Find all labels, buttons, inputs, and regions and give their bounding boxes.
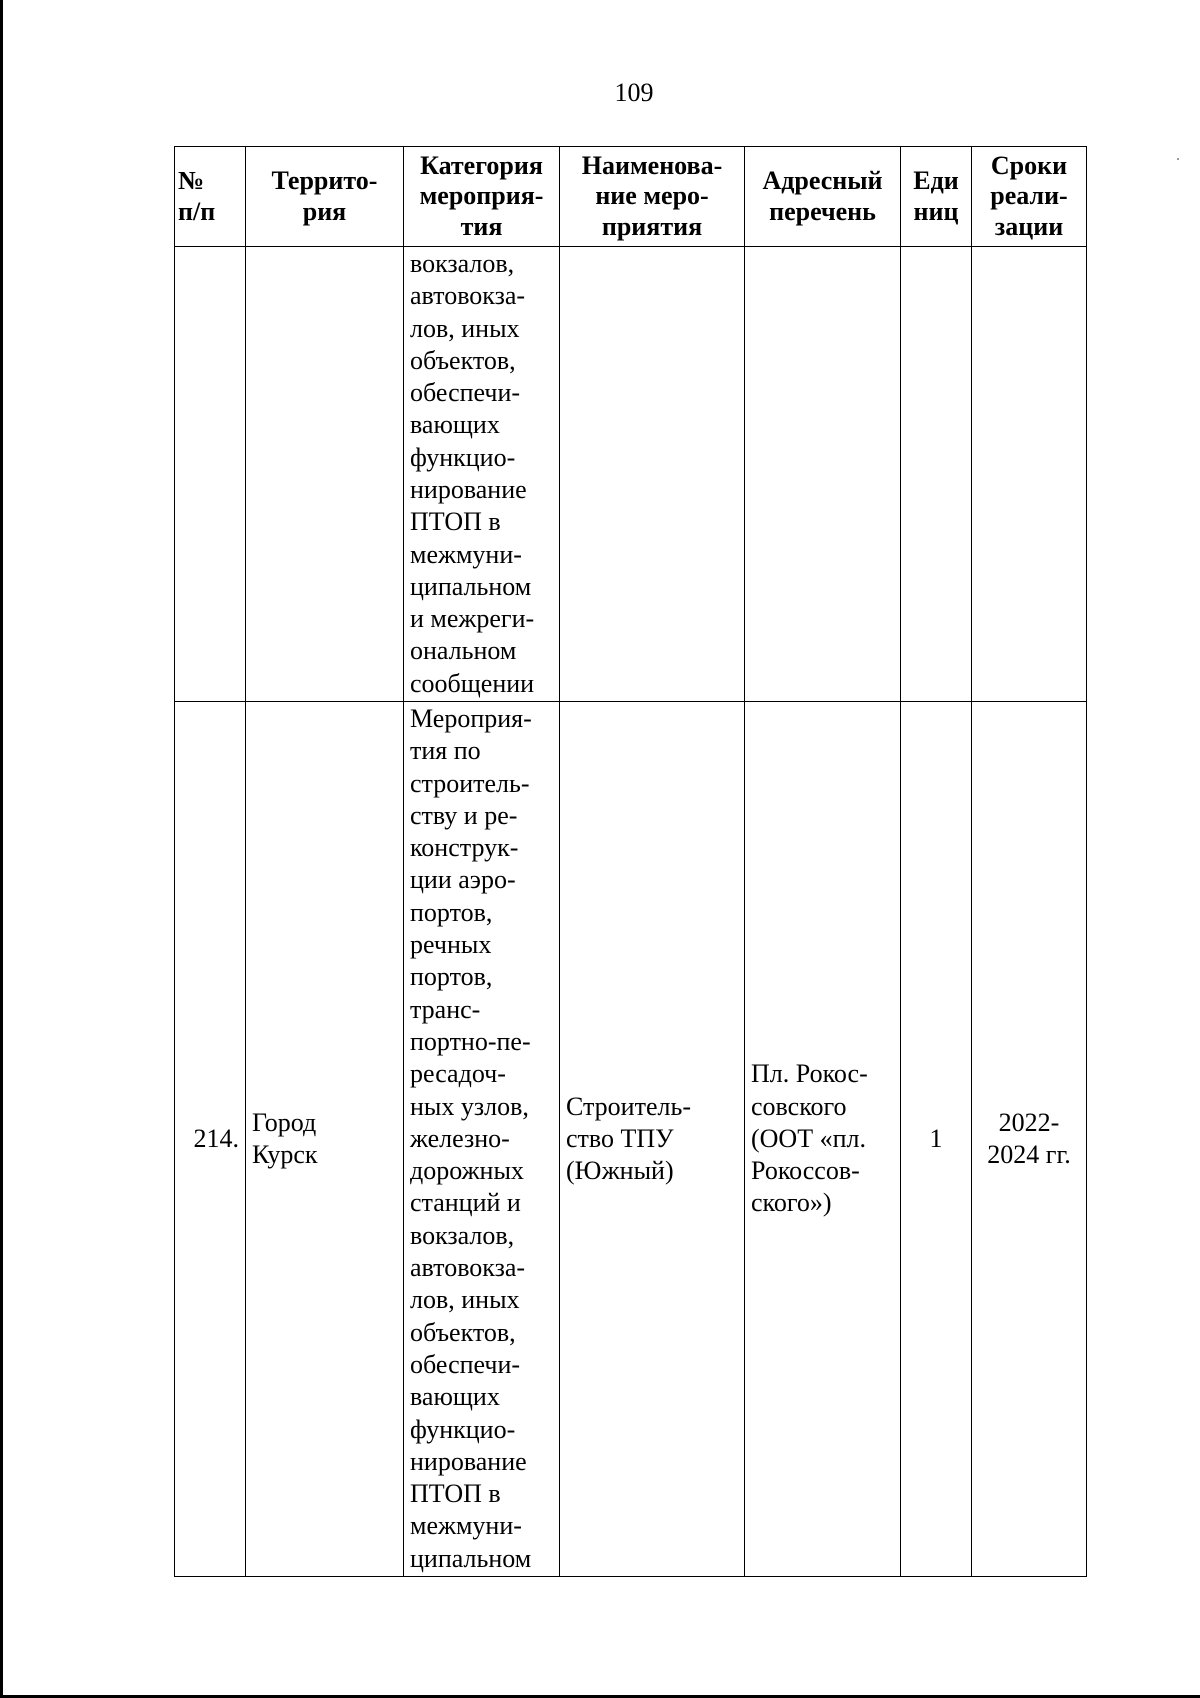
- text-line: дорожных: [410, 1156, 524, 1186]
- text-line: мероприя-: [419, 181, 544, 211]
- text-line: Сроки: [990, 150, 1068, 180]
- measures-table: [174, 146, 1087, 1577]
- text-line: Рокоссов-: [751, 1156, 860, 1186]
- text-line: Наименова-: [581, 150, 723, 180]
- text-line: конструк-: [410, 833, 519, 863]
- text-line: ству и ре-: [410, 800, 518, 830]
- text-line: ципальном: [410, 1543, 532, 1573]
- text-line: функцио-: [410, 442, 516, 472]
- text-line: ПТОП в: [410, 1479, 501, 1509]
- text-line: ние меро-: [595, 181, 709, 211]
- text-line: портов,: [410, 897, 493, 927]
- cell-name: [560, 702, 745, 1577]
- text-line: ных узлов,: [410, 1091, 529, 1121]
- text-line: железно-: [410, 1123, 510, 1153]
- cell-num: 214.: [175, 702, 246, 1577]
- text-line: ции аэро-: [410, 865, 516, 895]
- table-row-continuation: [175, 247, 1087, 702]
- text-line: транс-: [410, 994, 481, 1024]
- text-line: ство ТПУ: [566, 1123, 674, 1153]
- text-line: зации: [994, 211, 1064, 241]
- text-line: ПТОП в: [410, 507, 501, 537]
- text-line: лов, иных: [410, 313, 520, 343]
- page-number: 109: [614, 78, 654, 107]
- cell-units: 1: [901, 702, 972, 1577]
- cell-num: [175, 247, 246, 702]
- text-line: вающих: [410, 410, 500, 440]
- cell-category: [404, 247, 560, 702]
- text-line: автовокза-: [410, 1253, 526, 1283]
- cell-terms: [972, 247, 1087, 702]
- text-line: строитель-: [410, 768, 530, 798]
- text-line: нирование: [410, 1446, 527, 1476]
- header-territory: [246, 147, 404, 247]
- text-line: реали-: [990, 181, 1068, 211]
- text-line: (Южный): [566, 1156, 674, 1186]
- text-line: автовокза-: [410, 281, 526, 311]
- cell-terms: [972, 702, 1087, 1577]
- text-line: ональном: [410, 636, 517, 666]
- text-line: и межреги-: [410, 604, 535, 634]
- text-line: объектов,: [410, 345, 516, 375]
- text-line: ниц: [913, 196, 959, 226]
- table-row-214: [175, 702, 1087, 1577]
- text-line: тия по: [410, 736, 481, 766]
- scan-left-edge: [0, 0, 3, 1698]
- text-line: Террито-: [271, 166, 378, 195]
- text-line: Мероприя-: [410, 703, 532, 733]
- text-line: обеспечи-: [410, 378, 521, 408]
- header-units: [901, 147, 972, 247]
- cell-territory: [246, 247, 404, 702]
- header-terms: [972, 147, 1087, 247]
- cell-address: [745, 247, 901, 702]
- text-line: Город: [252, 1107, 317, 1137]
- cell-name: [560, 247, 745, 702]
- cell-address: [745, 702, 901, 1577]
- text-line: тия: [460, 211, 503, 241]
- text-line: вающих: [410, 1382, 500, 1412]
- text-line: 2024 гг.: [987, 1140, 1071, 1169]
- header-name: [560, 147, 745, 247]
- text-line: Курск: [252, 1140, 318, 1169]
- text-line: приятия: [601, 211, 703, 241]
- text-line: обеспечи-: [410, 1349, 521, 1379]
- text-line: межмуни-: [410, 539, 522, 569]
- text-line: Пл. Рокос-: [751, 1059, 868, 1089]
- cell-units: [901, 247, 972, 702]
- text-line: п/п: [178, 196, 216, 226]
- text-line: функцио-: [410, 1414, 516, 1444]
- text-line: объектов,: [410, 1317, 516, 1347]
- text-line: портов,: [410, 962, 493, 992]
- text-line: Категория: [420, 150, 543, 180]
- text-line: речных: [410, 930, 492, 960]
- text-line: портно-пе-: [410, 1026, 531, 1056]
- header-row: [175, 147, 1087, 247]
- text-line: лов, иных: [410, 1285, 520, 1315]
- text-line: вокзалов,: [410, 1220, 515, 1250]
- text-line: ципальном: [410, 571, 532, 601]
- text-line: рия: [302, 196, 347, 226]
- cell-territory: [246, 702, 404, 1577]
- scan-speck: [1177, 158, 1179, 160]
- text-line: (ООТ «пл.: [751, 1123, 866, 1153]
- header-address: [745, 147, 901, 247]
- text-line: нирование: [410, 475, 527, 504]
- text-line: совского: [751, 1091, 847, 1121]
- header-num: [175, 147, 246, 247]
- text-line: станций и: [410, 1188, 521, 1218]
- text-line: Адресный: [762, 166, 883, 195]
- text-line: вокзалов,: [410, 248, 515, 278]
- cell-category: [404, 702, 560, 1577]
- text-line: межмуни-: [410, 1511, 522, 1541]
- text-line: Еди: [913, 166, 959, 195]
- text-line: 2022-: [998, 1107, 1060, 1137]
- header-category: [404, 147, 560, 247]
- text-line: ского»): [751, 1188, 832, 1218]
- text-line: ресадоч-: [410, 1059, 506, 1089]
- text-line: №: [178, 166, 205, 195]
- text-line: сообщении: [410, 668, 535, 698]
- text-line: перечень: [769, 196, 876, 226]
- text-line: Строитель-: [566, 1091, 691, 1121]
